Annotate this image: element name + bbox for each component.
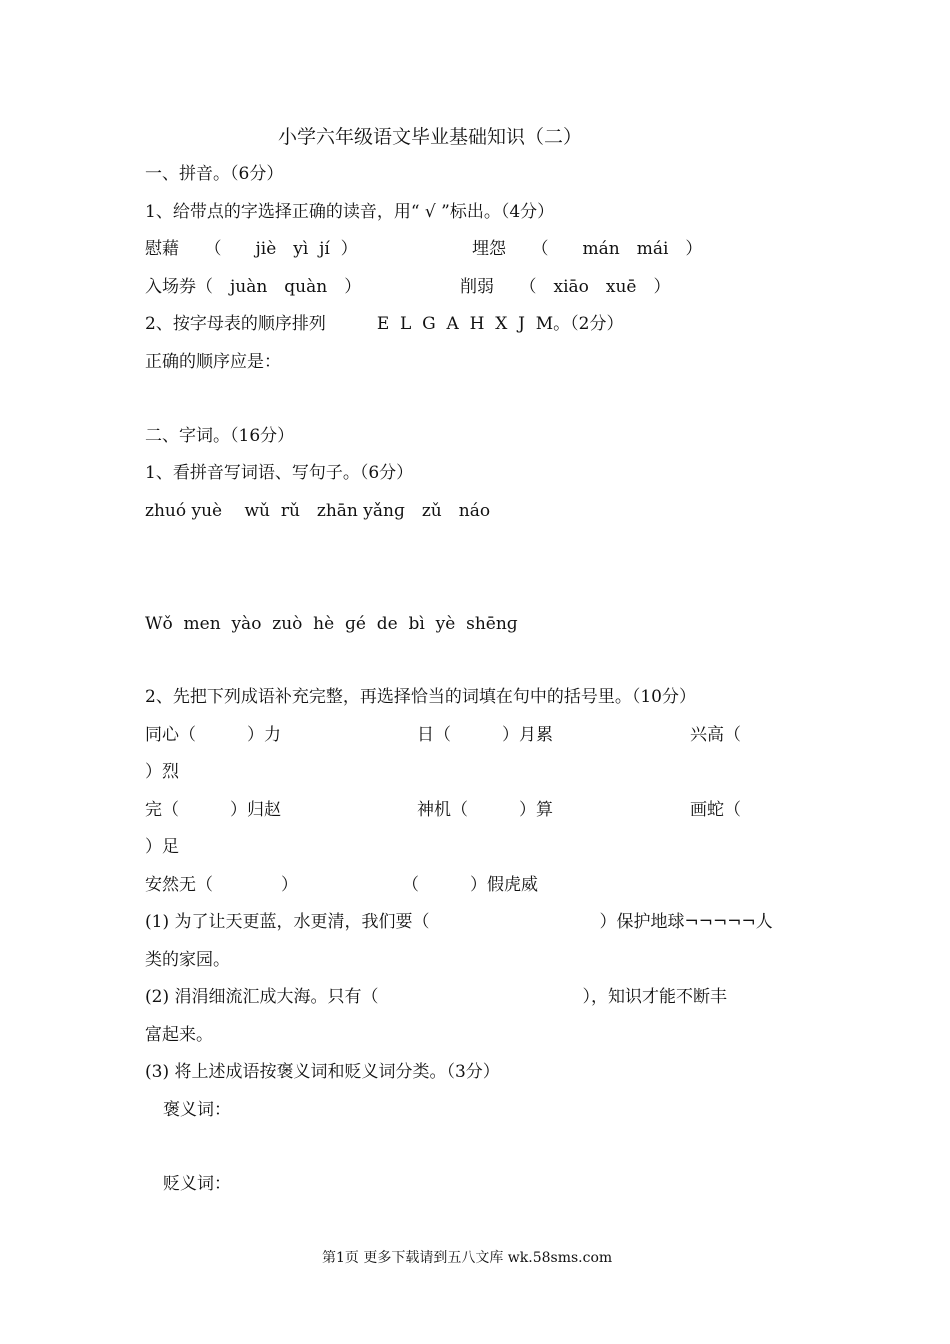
idiom-item: （ ）假虎威 <box>402 875 538 895</box>
section-1-heading: 一、拼音。（6分） <box>145 164 284 184</box>
question-1-1: 1、给带点的字选择正确的读音，用“ √ ”标出。（4分） <box>145 202 555 222</box>
idiom-item: 日（ ）月累 <box>417 725 553 745</box>
sentence-1: (1) 为了让天更蓝，水更清，我们要（ ）保护地球¬¬¬¬¬人 <box>145 912 773 932</box>
pinyin-sentence: Wǒ men yào zuò hè ɡé de bì yè shēnɡ <box>145 614 518 634</box>
page-footer: 第1页 更多下载请到五八文库 wk.58sms.com <box>322 1250 613 1266</box>
idiom-item: 同心（ ）力 <box>145 725 281 745</box>
idiom-item-continued: ）烈 <box>145 762 179 782</box>
negative-words-label: 贬义词： <box>163 1174 231 1194</box>
idiom-item: 兴高（ <box>690 725 741 745</box>
sentence-3: (3) 将上述成语按褒义词和贬义词分类。（3分） <box>145 1062 500 1082</box>
pinyin-choice-4: 削弱 （ xiāo xuē ） <box>460 277 671 297</box>
question-2-1: 1、看拼音写词语、写句子。（6分） <box>145 463 414 483</box>
pinyin-words: zhuó yuè wǔ rǔ zhān yǎnɡ zǔ náo <box>145 501 491 521</box>
idiom-item: 神机（ ）算 <box>417 800 553 820</box>
section-2-heading: 二、字词。（16分） <box>145 426 295 446</box>
answer-prompt: 正确的顺序应是： <box>145 352 281 372</box>
question-1-2: 2、按字母表的顺序排列 E L G A H X J M。（2分） <box>145 314 624 334</box>
idiom-item-continued: ）足 <box>145 837 179 857</box>
idiom-item: 安然无（ ） <box>145 875 298 895</box>
idiom-item: 画蛇（ <box>690 800 741 820</box>
sentence-2: (2) 涓涓细流汇成大海。只有（ ），知识才能不断丰 <box>145 987 727 1007</box>
question-2-2: 2、先把下列成语补充完整，再选择恰当的词填在句中的括号里。（10分） <box>145 687 696 707</box>
idiom-item: 完（ ）归赵 <box>145 800 281 820</box>
pinyin-choice-2: 埋怨 （ mán mái ） <box>472 239 703 259</box>
pinyin-choice-1: 慰藉 （ jiè yì jí ） <box>145 239 358 259</box>
positive-words-label: 褒义词： <box>163 1100 231 1120</box>
pinyin-choice-3: 入场券（ juàn quàn ） <box>145 277 362 297</box>
page-title: 小学六年级语文毕业基础知识（二） <box>278 126 583 148</box>
sentence-1-continued: 类的家园。 <box>145 950 230 970</box>
sentence-2-continued: 富起来。 <box>145 1025 213 1045</box>
